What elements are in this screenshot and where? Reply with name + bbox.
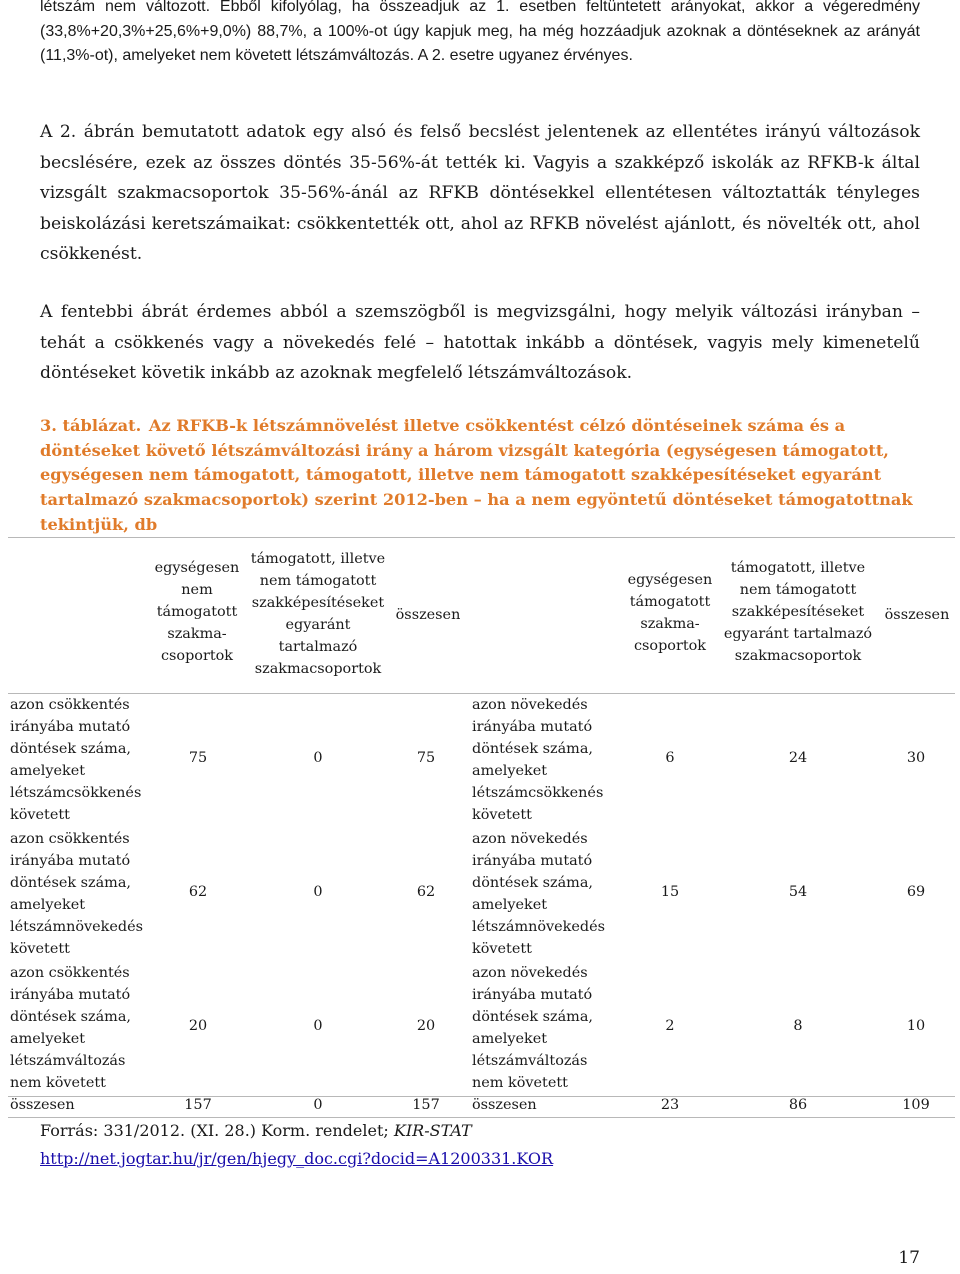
table-bottom-rule [8, 1117, 955, 1118]
row-label-right: azon növekedés irányába mutató döntések száma, amelyeket létszámváltozás nem követett [472, 965, 593, 1091]
source-note [40, 1121, 472, 1140]
row-label-right: azon növekedés irányába mutató döntések száma, amelyeket létszámcsökkenés követett [472, 697, 604, 823]
cell-value: 24 [788, 750, 808, 766]
cell-value: 8 [793, 1018, 803, 1034]
cell-value: 2 [665, 1018, 675, 1034]
cell-value: 15 [660, 884, 680, 900]
paragraph-1: létszám nem változott. Ebből kifolyólag, ha összeadjuk az 1. esetben feltüntetett arányokat, akkor a végeredmény (33,8%+20,3%+25,6%+9,0%) 88,7%, a 100%-ot úgy kapjuk meg, ha még hozzáadjuk azoknak a döntéseknek az arányát (11,3%-ot), amelyeket nem követett létszámváltozás. A 2. esetre ugyanez érvényes. [40, 0, 920, 64]
cell-value: 0 [313, 884, 323, 900]
source-link[interactable]: http://net.jogtar.hu/jr/gen/hjegy_doc.cgi?docid=A1200331.KOR [40, 1149, 554, 1168]
total-value: 157 [184, 1097, 212, 1113]
cell-value: 75 [188, 750, 208, 766]
cell-value: 75 [416, 750, 436, 766]
table-caption-text: Az RFKB-k létszámnövelést illetve csökkentést célzó döntéseinek száma és a döntéseket követő létszámváltozási irány a három vizsgált kategória (egységesen támogatott, egységesen nem támogatott, támogatott, illetve nem támogatott szakképesítéseket egyaránt tartalmazó szakmacsoportok) szerint 2012-ben – ha a nem egyöntetű döntéseket támogatottnak tekintjük, db [40, 416, 913, 534]
total-value: 157 [412, 1097, 440, 1113]
total-value: 23 [660, 1097, 680, 1113]
cell-value: 0 [313, 750, 323, 766]
cell-value: 62 [416, 884, 436, 900]
cell-value: 20 [188, 1018, 208, 1034]
table-caption-number: 3. táblázat. [40, 416, 142, 435]
row-label-left: azon csökkentés irányába mutató döntések száma, amelyeket létszámváltozás nem követett [10, 965, 131, 1091]
paragraph-3: A fentebbi ábrát érdemes abból a szemszögből is megvizsgálni, hogy melyik változási irányban – tehát a csökkenés vagy a növekedés felé – hatottak inkább a döntések, vagyis mely kimenetelű döntéseket követik inkább az azoknak megfelelő létszámváltozások. [40, 302, 920, 383]
total-value: 109 [902, 1097, 930, 1113]
paragraph-2: A 2. ábrán bemutatott adatok egy alsó és felső becslést jelentenek az ellentétes irányú változások becslésére, ezek az összes döntés 35-56%-át tették ki. Vagyis a szakképző iskolák az RFKB-k által vizsgált szakmacsoportok 35-56%-ánál az RFKB döntésekkel ellentétesen változtatták tényleges beiskolázási keretszámaikat: csökkentették ott, ahol az RFKB növelést ajánlott, és növelték ott, ahol csökkenést. [40, 122, 920, 264]
header-left-col2: támogatott, illetve nem támogatott szakképesítéseket egyaránt tartalmazó szakmacsoportok [250, 551, 386, 677]
row-label-left: azon csökkentés irányába mutató döntések száma, amelyeket létszámnövekedés követett [10, 831, 144, 957]
header-left-col1: egységesen nem támogatott szakma-csoportok [154, 560, 240, 664]
total-label-left: összesen [10, 1097, 75, 1113]
row-label-left: azon csökkentés irányába mutató döntések száma, amelyeket létszámcsökkenés követett [10, 697, 142, 823]
header-right-col1: egységesen támogatott szakma-csoportok [627, 572, 713, 654]
table-caption [40, 414, 920, 538]
cell-value: 0 [313, 1018, 323, 1034]
source-text: Forrás: 331/2012. (XI. 28.) Korm. rendelet; [40, 1121, 389, 1140]
cell-value: 6 [665, 750, 675, 766]
header-left-col3: összesen [395, 607, 461, 623]
total-value: 86 [788, 1097, 808, 1113]
cell-value: 62 [188, 884, 208, 900]
row-label-right: azon növekedés irányába mutató döntések száma, amelyeket létszámnövekedés követett [472, 831, 606, 957]
page-number: 17 [898, 1248, 920, 1268]
cell-value: 30 [906, 750, 926, 766]
header-right-col3: összesen [884, 607, 950, 623]
table-top-rule [8, 537, 955, 538]
cell-value: 69 [906, 884, 926, 900]
cell-value: 10 [906, 1018, 926, 1034]
cell-value: 20 [416, 1018, 436, 1034]
total-label-right: összesen [472, 1097, 537, 1113]
cell-value: 54 [788, 884, 808, 900]
total-value: 0 [313, 1097, 323, 1113]
header-right-col2: támogatott, illetve nem támogatott szakképesítéseket egyaránt tartalmazó szakmacsoportok [723, 560, 873, 664]
source-italic: KIR-STAT [393, 1121, 472, 1140]
